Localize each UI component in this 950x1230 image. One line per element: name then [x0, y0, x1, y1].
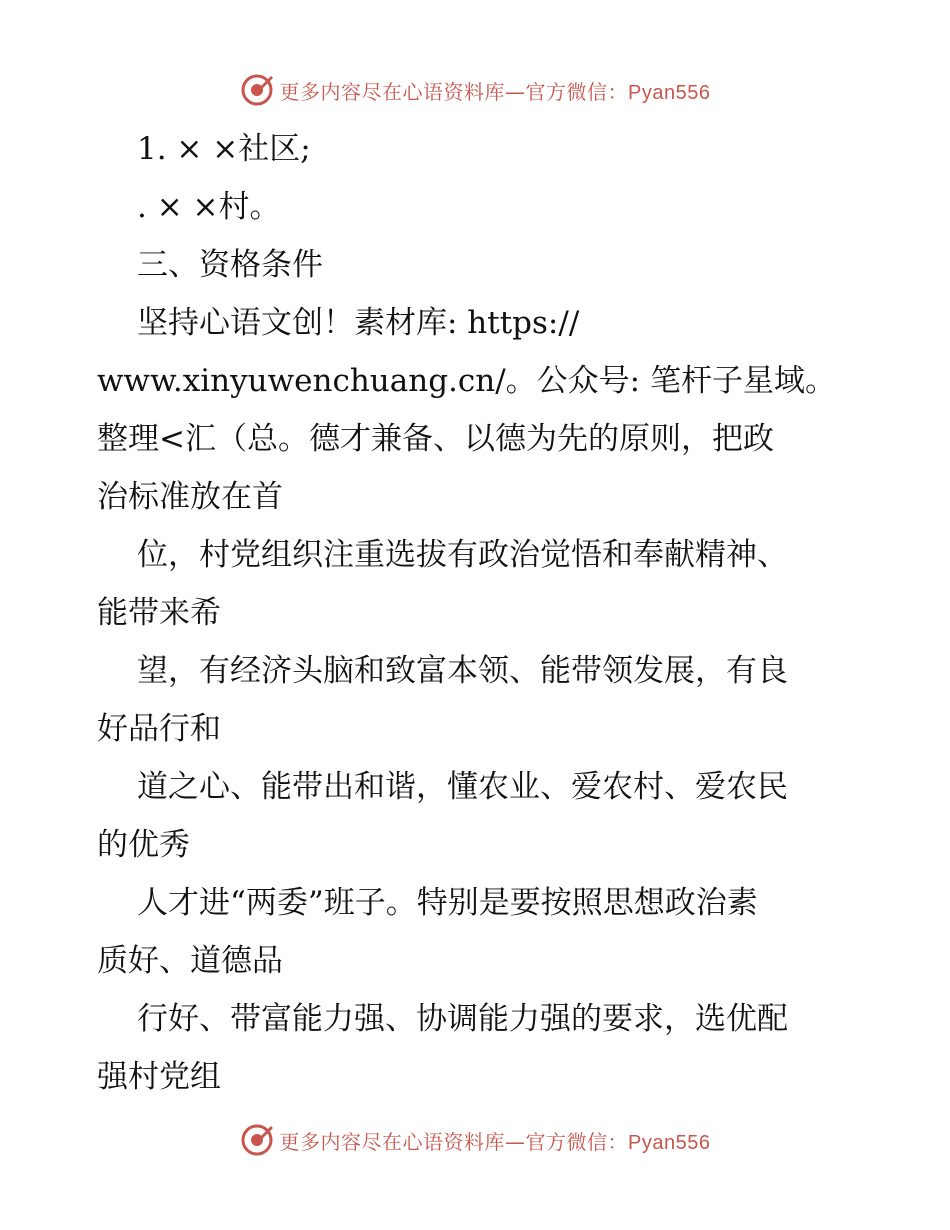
- text-line: 能带来希: [97, 595, 221, 631]
- header-watermark: [0, 70, 950, 110]
- text-line: 位，村党组织注重选拔有政治觉悟和奉献精神、: [137, 537, 788, 573]
- text-line: 治标准放在首: [97, 479, 283, 515]
- pen-logo-icon: [240, 73, 274, 107]
- text-line: 质好、道德品: [97, 943, 283, 979]
- text-line: 行好、带富能力强、协调能力强的要求，选优配: [137, 1001, 788, 1037]
- text-line: 的优秀: [97, 827, 190, 863]
- text-line: 人才进“两委”班子。特别是要按照思想政治素: [137, 885, 758, 921]
- text-line: 1. × ×社区;: [137, 131, 311, 167]
- watermark-text: 更多内容尽在心语资料库—官方微信：Pyan556: [279, 1129, 711, 1154]
- footer-watermark: [0, 1120, 950, 1160]
- text-line: 好品行和: [97, 711, 221, 747]
- document-body: [97, 120, 857, 1106]
- text-line: www.xinyuwenchuang.cn/。公众号: 笔杆子星域。: [97, 363, 836, 399]
- text-line: 整理<汇（总。德才兼备、以德为先的原则，把政: [97, 421, 774, 457]
- text-line: 望，有经济头脑和致富本领、能带领发展，有良: [137, 653, 788, 689]
- text-line: 道之心、能带出和谐，懂农业、爱农村、爱农民: [137, 769, 788, 805]
- text-line: 坚持心语文创！素材库: https://: [137, 305, 580, 341]
- text-line: 三、资格条件: [137, 247, 323, 283]
- watermark-text: 更多内容尽在心语资料库—官方微信：Pyan556: [279, 79, 711, 104]
- text-line: 强村党组: [97, 1059, 221, 1095]
- text-line: . × ×村。: [137, 189, 281, 225]
- pen-logo-icon: [240, 1123, 274, 1157]
